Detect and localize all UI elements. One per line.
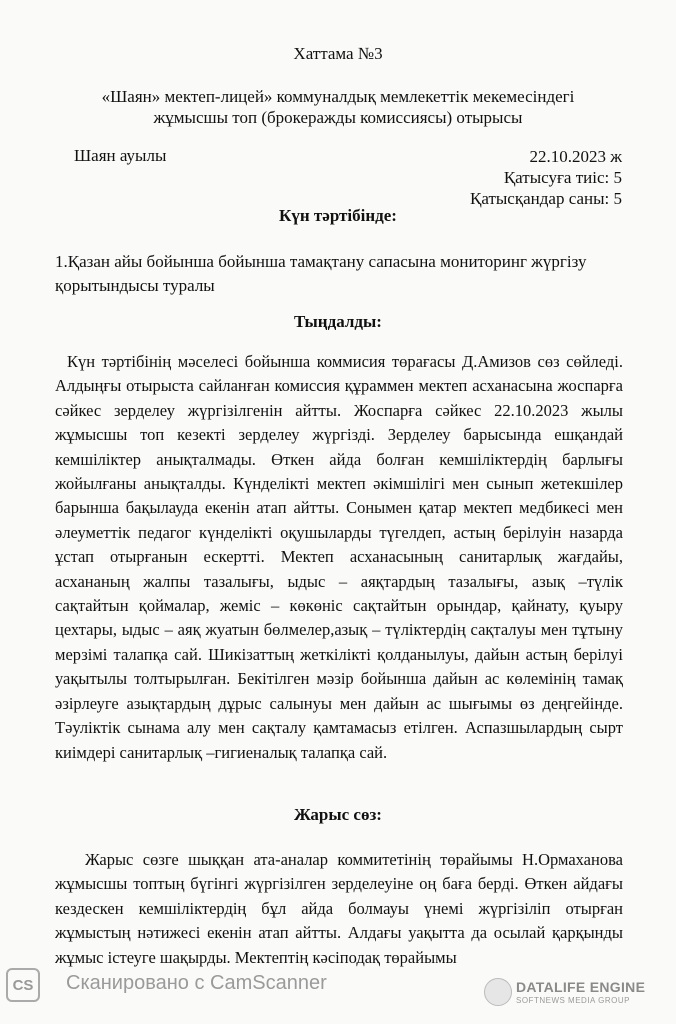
protocol-title: Хаттама №3 (293, 44, 383, 63)
attended-count: Қатысқандар саны: 5 (470, 189, 622, 208)
village-name: Шаян ауылы (74, 146, 167, 165)
meeting-date: 22.10.2023 ж (529, 147, 622, 166)
institution-heading (0, 86, 676, 128)
agenda-heading: Күн тәртібінде: (279, 206, 397, 225)
debate-paragraph: Жарыс сөзге шыққан ата-аналар коммитетінің төрайымы Н.Ормаханова жұмысшы топтың бүгінгі жүргізілген зерделеуіне оң баға берді. Өткен айдағы кездескен кемшіліктердің бұл айда болмауы үнемі жүргізіліп отырған жұмыстың нәтижесі екенін атап айтты. Алдағы уақытта да осылай қарқынды жұмыс істеуге шақырды. Мектептің кәсіподақ төрайымы (55, 850, 623, 967)
datalife-watermark: DATALIFE ENGINE (516, 979, 646, 995)
institution-line-2: жұмысшы топ (брокеражды комиссиясы) отырысы (153, 108, 523, 127)
heard-heading: Тыңдалды: (294, 312, 382, 331)
should-attend-count: Қатысуға тиіс: 5 (503, 168, 622, 187)
datalife-subtitle: SOFTNEWS MEDIA GROUP (516, 996, 631, 1005)
datalife-logo-icon (484, 978, 512, 1006)
meeting-meta (470, 146, 622, 209)
heard-paragraph: Күн тәртібінің мәселесі бойынша коммисия төрағасы Д.Амизов сөз сөйледі. Алдыңғы отырыста сайланған комиссия құраммен мектеп асханасына жоспарға сәйкес зерделеу жүргізілгенін айтты. Жоспарға сәйкес 22.10.2023 жылы жұмысшы топ кезекті зерделеу жүргізді. Зерделеу барысында ешқандай кемшіліктер анықталмады. Өткен айда болған кемшіліктердің барлығы жойылғаны анықталды. Күнделікті мектеп әкімшілігі мен сынып жетекшілер барынша бақылауда екенін атап айтты. Сонымен қатар мектеп медбикесі мен әлеуметтік педагог күнделікті оқушыларды түгелдеп, астың берілуін назарда ұстап отырғанын ескертті. Мектеп асханасының санитарлық жағдайы, асхананың жалпы тазалығы, ыдыс – аяқтардың тазалығы, азық –түлік сақтайтын қоймалар, жеміс – көкөніс сақтайтын орындар, қайнату, қуыру цехтары, ыдыс – аяқ жуатын бөлмелер,азық – түліктердің сақталуы мен тұтыну мерзімі талапқа сай. Шикізаттың жеткілікті қолданылуы, дайын астың берілуі уақытылы толтырылған. Бекітілген мәзір бойынша дайын ас көлемінің тамақ әзірлеуге азықтардың дұрыс салынуы мен дайын ас шығымы өз деңгейінде. Тәуліктік сынама алу мен сақталу қамтамасыз етілген. Аспазшылардың сырт киімдері санитарлық –гигиеналық талапқа сай. (55, 352, 623, 762)
institution-line-1: «Шаян» мектеп-лицей» коммуналдық мемлекеттік мекемесіндегі (101, 87, 575, 106)
debate-heading: Жарыс сөз: (294, 805, 382, 824)
camscanner-watermark: Сканировано с CamScanner (66, 972, 327, 994)
agenda-item: 1.Қазан айы бойынша бойынша тамақтану сапасына мониторинг жүргізу қорытындысы туралы (55, 252, 587, 295)
camscanner-logo-icon: CS (6, 968, 40, 1002)
